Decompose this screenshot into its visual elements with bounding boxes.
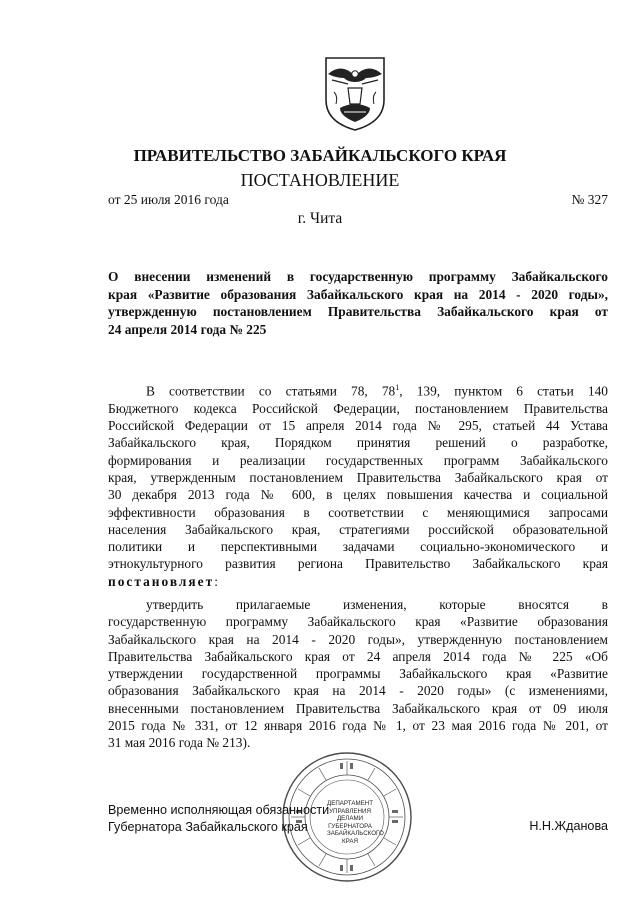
paragraph-line: утверждении государственной программы Забайкальского края «Развитие xyxy=(108,666,608,682)
signatory-name: Н.Н.Жданова xyxy=(529,819,608,833)
paragraph-line: утвердить прилагаемые изменения, которые вносятся в xyxy=(146,597,608,612)
paragraph-line: 31 мая 2016 года № 213). xyxy=(108,735,251,751)
resolution-paragraph xyxy=(108,596,608,752)
paragraph-line: эффективности образования в соответствии с меняющимися запросами xyxy=(108,504,608,520)
paragraph-line: края, утвержденным постановлением Правительства Забайкальского края от xyxy=(108,469,608,485)
document-type-title: ПОСТАНОВЛЕНИЕ xyxy=(240,170,400,190)
decree-number: № 327 xyxy=(571,192,608,207)
paragraph-line: 2015 года № 331, от 12 января 2016 года № 1, от 23 мая 2016 года № 201, от xyxy=(108,718,608,734)
paragraph-line: населения Забайкальского края, стратегиями российской образовательной xyxy=(108,521,608,537)
paragraph-line: постановляет: xyxy=(108,573,218,589)
date-number-line xyxy=(108,192,608,208)
paragraph-line: этнокультурного развития региона Правительство Забайкальского края xyxy=(108,556,608,572)
paragraph-line: В соответствии со статьями 78, $78^1$, 139, пунктом 6 статьи 140 xyxy=(146,383,608,399)
paragraph-line: Бюджетного кодекса Российской Федерации, постановлением Правительства xyxy=(108,400,608,416)
government-title: ПРАВИТЕЛЬСТВО ЗАБАЙКАЛЬСКОГО КРАЯ xyxy=(133,146,507,165)
decree-date: от 25 июля 2016 года xyxy=(108,192,229,207)
subject-line: О внесении изменений в государственную программу Забайкальского xyxy=(108,269,608,284)
paragraph-line: Правительства Забайкальского края от 24 апреля 2014 года № 225 «Об xyxy=(108,648,608,664)
paragraph-line: внесенными постановлением Правительства Забайкальского края от 09 июля xyxy=(108,700,608,716)
paragraph-line: образования Забайкальского края на 2014 - 2020 годы» (с изменениями, xyxy=(108,683,608,699)
paragraph-line: 30 декабря 2013 года № 600, в целях повышения качества и социальной xyxy=(108,487,608,503)
subject-line: 24 апреля 2014 года № 225 xyxy=(108,321,267,337)
paragraph-line: Забайкальского края, Порядком принятия решений о разработке, xyxy=(108,435,608,451)
paragraph-line: Российской Федерации от 15 апреля 2014 года № 295, статьей 44 Устава xyxy=(108,418,608,434)
seal-text: ДЕПАРТАМЕНТ УПРАВЛЕНИЯ ДЕЛАМИ ГУБЕРНАТОРА ЗАБАЙКАЛЬСКОГО КРАЯ xyxy=(327,800,384,845)
city-name: г. Чита xyxy=(297,210,343,227)
subject-line: утвержденную постановлением Правительства Забайкальского края от xyxy=(108,304,608,320)
paragraph-line: Забайкальского края на 2014 - 2020 годы», утвержденную постановлением xyxy=(108,631,608,647)
paragraph-line: формирования и реализации государственных программ Забайкальского xyxy=(108,452,608,468)
decree-subject xyxy=(108,268,608,338)
paragraph-line: государственную программу Забайкальского края «Развитие образования xyxy=(108,614,608,630)
coat-of-arms-emblem xyxy=(318,52,392,132)
subject-line: края «Развитие образования Забайкальского края на 2014 - 2020 годы», xyxy=(108,286,608,302)
resolves-keyword: постановляет xyxy=(108,573,215,589)
paragraph-line: политики и перспективными задачами социально-экономического и xyxy=(108,539,608,555)
signatory-position: Временно исполняющая обязанности Губернатора Забайкальского края xyxy=(108,803,330,834)
preamble-paragraph xyxy=(108,379,608,590)
